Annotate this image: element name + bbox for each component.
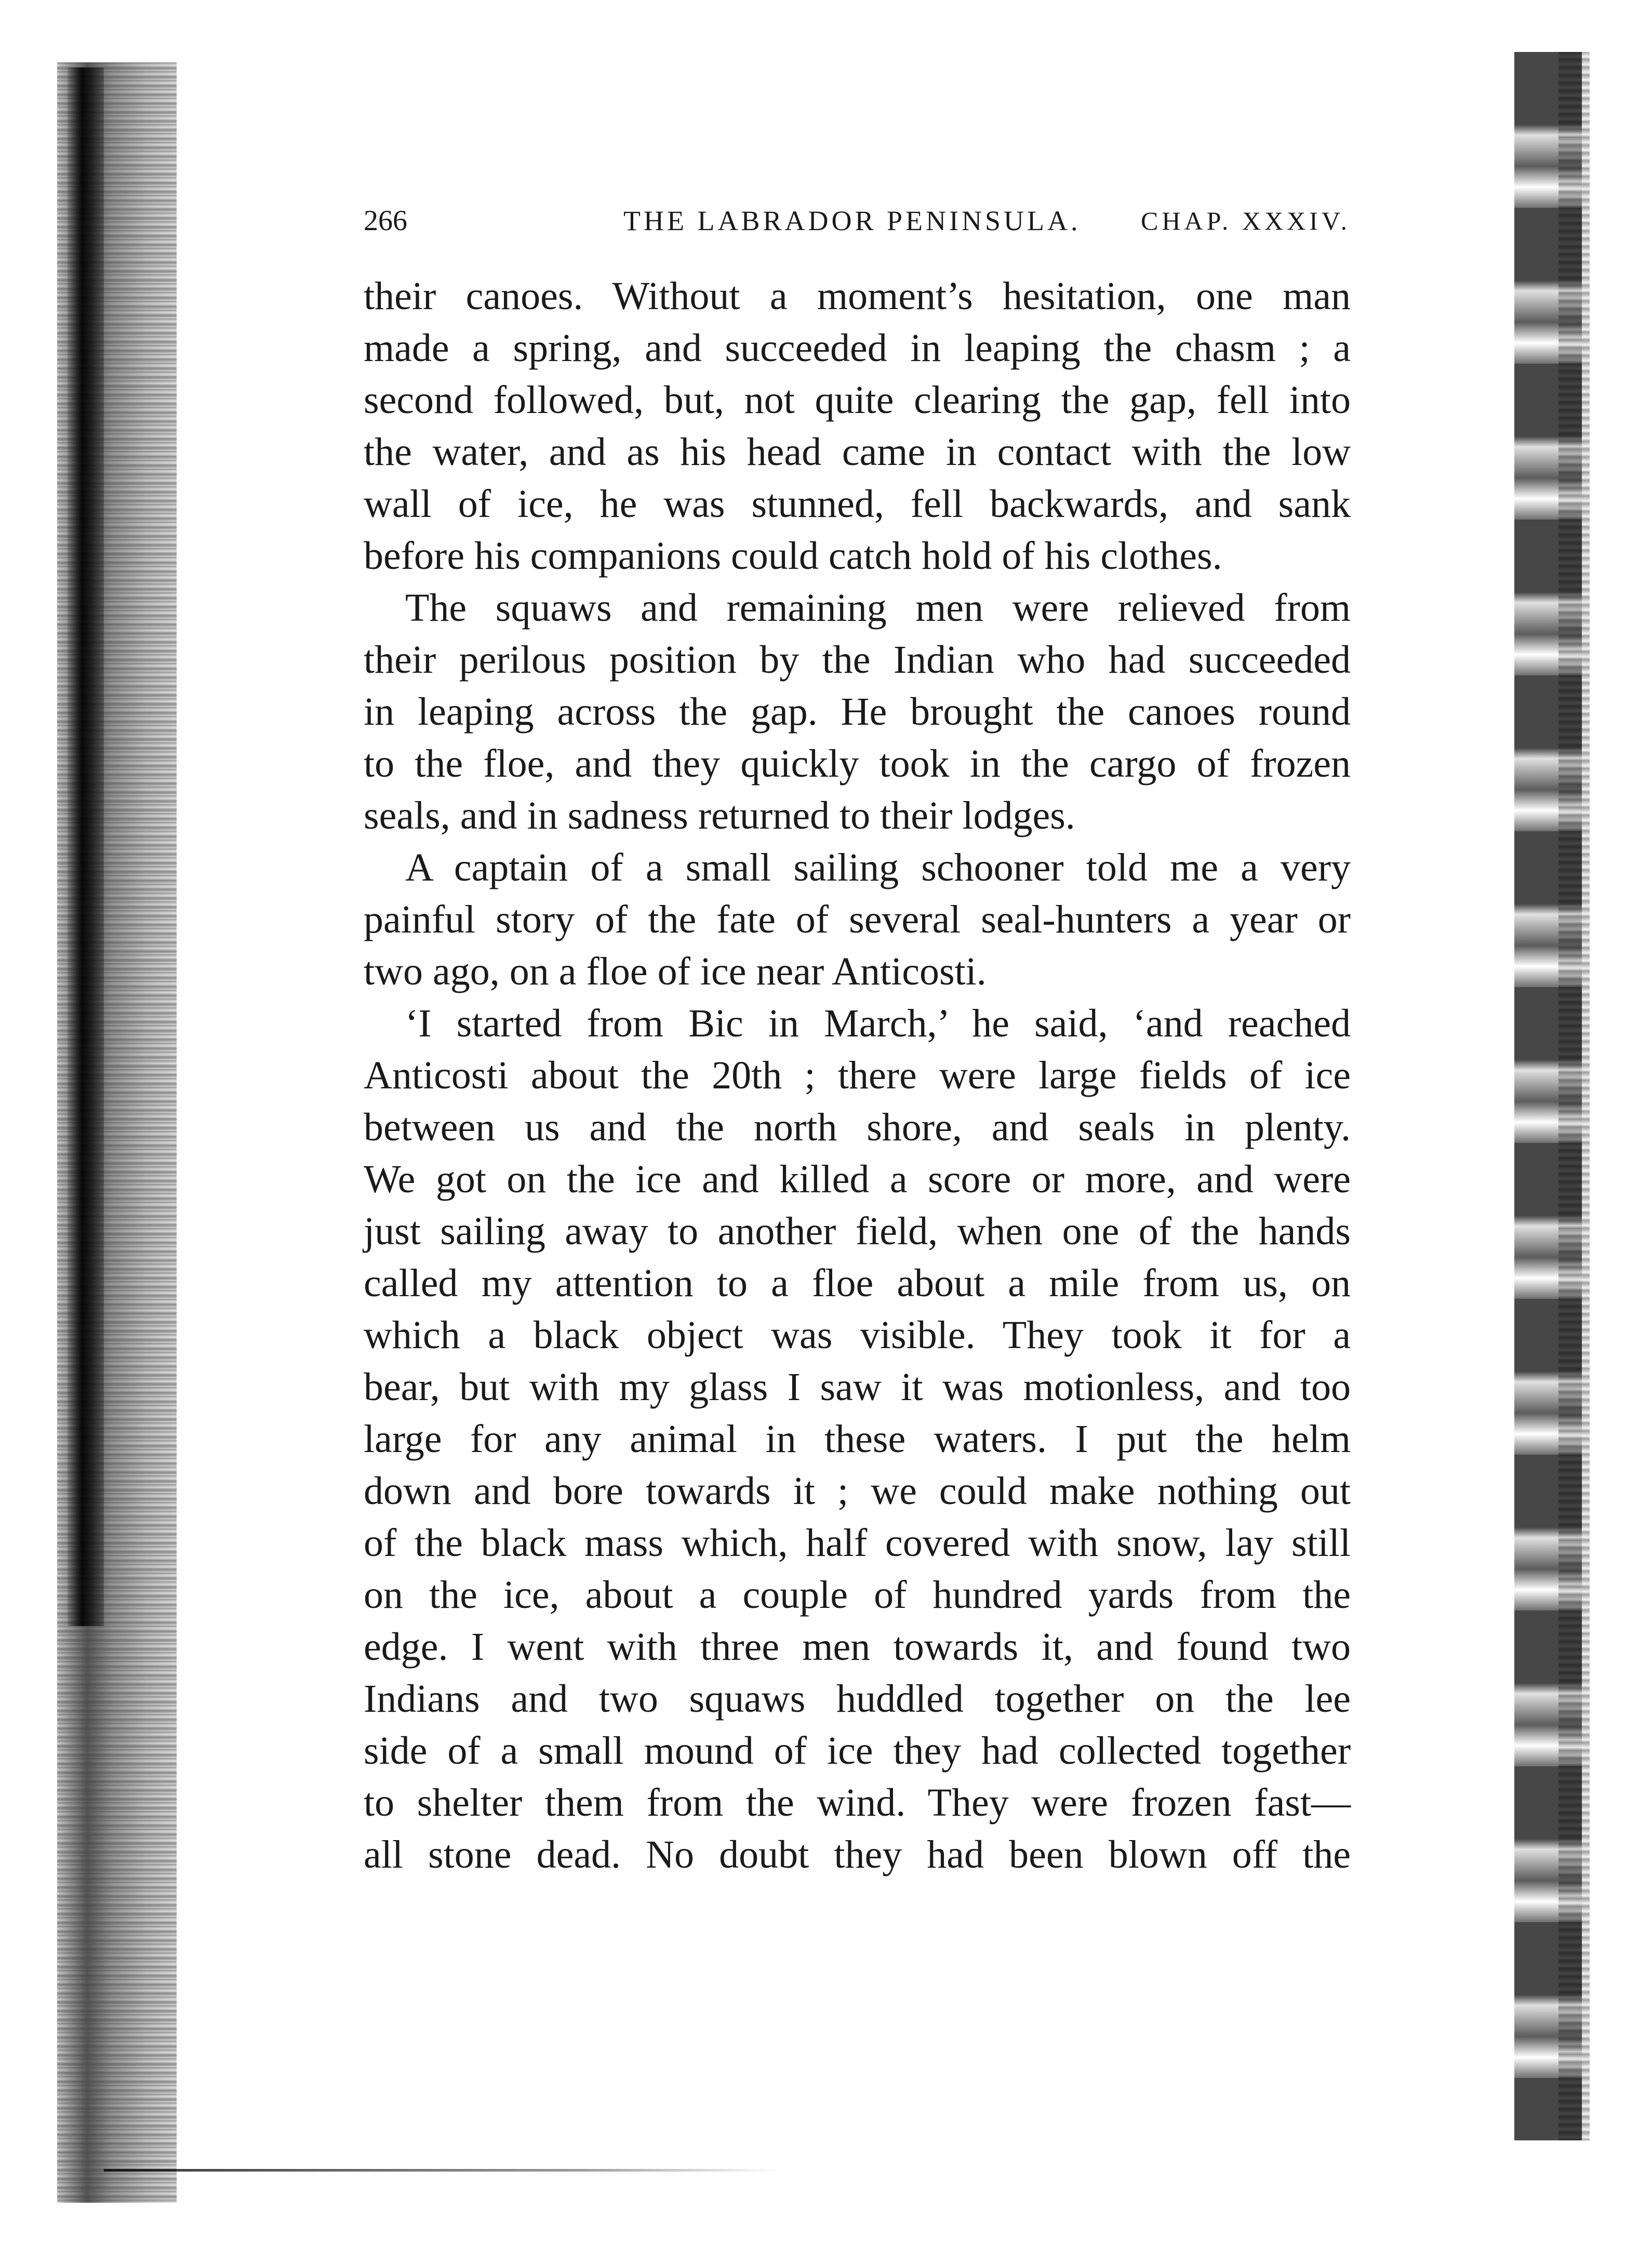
text-line: between us and the north shore, and seals in plenty. (364, 1106, 1351, 1149)
paragraph (364, 997, 1351, 1881)
running-title: THE LABRADOR PENINSULA. (623, 205, 1081, 236)
text-line: just sailing away to another field, when one of the hands (364, 1209, 1351, 1253)
page-number: 266 (364, 205, 407, 237)
text-line: the water, and as his head came in contact with the low (364, 430, 1351, 474)
text-line: seals, and in sadness returned to their lodges. (364, 794, 1075, 837)
text-line: all stone dead. No doubt they had been blown off the (364, 1833, 1351, 1876)
text-line: on the ice, about a couple of hundred yards from the (364, 1573, 1351, 1617)
page-bottom-edge (104, 2169, 779, 2172)
text-line: bear, but with my glass I saw it was motionless, and too (364, 1365, 1351, 1409)
text-line: down and bore towards it ; we could make nothing out (364, 1469, 1351, 1513)
text-line: edge. I went with three men towards it, and found two (364, 1625, 1351, 1669)
text-line: Indians and two squaws huddled together on the lee (364, 1677, 1351, 1721)
text-line: before his companions could catch hold of his clothes. (364, 534, 1222, 578)
text-line: to the floe, and they quickly took in the cargo of frozen (364, 742, 1351, 785)
text-line: their perilous position by the Indian who had succeeded (364, 638, 1351, 682)
paragraph (364, 270, 1351, 582)
text-line: We got on the ice and killed a score or more, and were (364, 1157, 1351, 1201)
paragraph (364, 842, 1351, 997)
text-line: large for any animal in these waters. I put the helm (364, 1417, 1351, 1461)
text-line: A captain of a small sailing schooner told me a very (405, 846, 1351, 889)
binding-edge-right (1558, 52, 1590, 2140)
binding-edge-left (68, 68, 104, 1626)
running-head (364, 197, 1351, 244)
text-line: to shelter them from the wind. They were frozen fast— (364, 1781, 1351, 1825)
text-line: The squaws and remaining men were relieved from (405, 586, 1351, 630)
text-line: wall of ice, he was stunned, fell backwards, and sank (364, 482, 1351, 526)
text-line: made a spring, and succeeded in leaping the chasm ; a (364, 326, 1351, 370)
text-line: second followed, but, not quite clearing the gap, fell into (364, 378, 1351, 422)
body-text (364, 270, 1351, 1881)
chapter-label: CHAP. XXXIV. (1141, 206, 1351, 235)
text-line: two ago, on a floe of ice near Anticosti. (364, 950, 987, 993)
paragraph (364, 582, 1351, 842)
text-line: painful story of the fate of several seal-hunters a year or (364, 898, 1351, 941)
text-line: their canoes. Without a moment’s hesitation, one man (364, 274, 1351, 318)
text-line: ‘I started from Bic in March,’ he said, ‘and reached (405, 1002, 1351, 1045)
text-line: Anticosti about the 20th ; there were large fields of ice (364, 1054, 1351, 1097)
text-line: called my attention to a floe about a mile from us, on (364, 1261, 1351, 1305)
text-line: side of a small mound of ice they had collected together (364, 1729, 1351, 1773)
text-line: which a black object was visible. They took it for a (364, 1313, 1351, 1357)
text-line: in leaping across the gap. He brought the canoes round (364, 690, 1351, 734)
text-line: of the black mass which, half covered with snow, lay still (364, 1521, 1351, 1565)
